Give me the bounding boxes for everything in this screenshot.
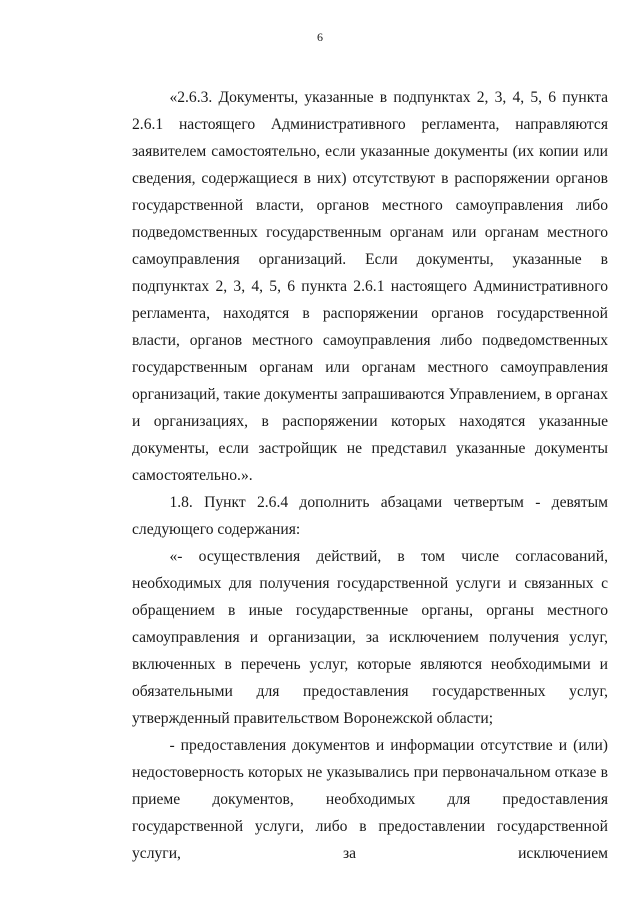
paragraph-documents-item: - предоставления документов и информации отсутствие и (или) недостоверность которых не указывались при первоначальном отказе в приеме документов, необходимых для предоставления государственной услуги, либо в предоставлении государственной услуги, за исключением: [132, 737, 608, 862]
document-body: [132, 84, 608, 867]
paragraph-1-8: 1.8. Пункт 2.6.4 дополнить абзацами четвертым - девятым следующего содержания:: [132, 494, 608, 538]
page-number: 6: [317, 30, 323, 44]
paragraph-actions-item: «- осуществления действий, в том числе согласований, необходимых для получения государственной услуги и связанных с обращением в иные государственные органы, органы местного самоуправления и организации, за исключением получения услуг, включенных в перечень услуг, которые являются необходимыми и обязательными для предоставления государственных услуг, утвержденный правительством Воронежской области;: [132, 548, 608, 727]
paragraph-2-6-3: «2.6.3. Документы, указанные в подпунктах 2, 3, 4, 5, 6 пункта 2.6.1 настоящего Административного регламента, направляются заявителем самостоятельно, если указанные документы (их копии или сведения, содержащиеся в них) отсутствуют в распоряжении органов государственной власти, органов местного самоуправления либо подведомственных государственным органам или органам местного самоуправления организаций. Если документы, указанные в подпунктах 2, 3, 4, 5, 6 пункта 2.6.1 настоящего Административного регламента, находятся в распоряжении органов государственной власти, органов местного самоуправления либо подведомственных государственным органам или органам местного самоуправления организаций, такие документы запрашиваются Управлением, в органах и организациях, в распоряжении которых находятся указанные документы, если застройщик не представил указанные документы самостоятельно.».: [132, 89, 608, 484]
